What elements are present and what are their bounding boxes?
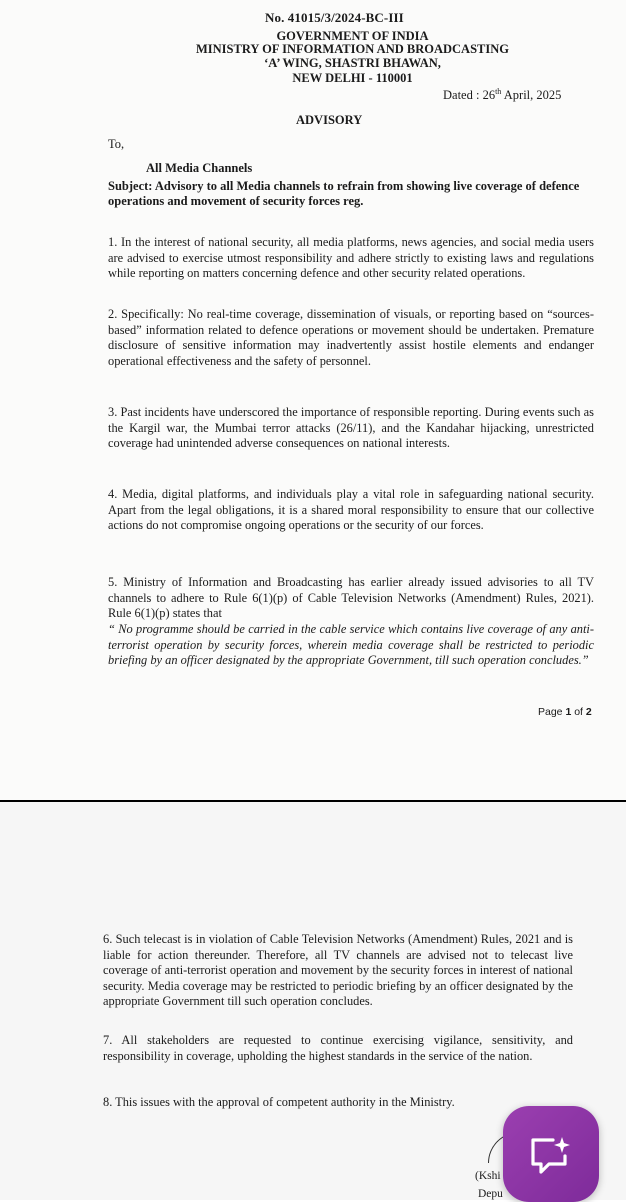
paragraph-3: 3. Past incidents have underscored the importance of responsible reporting. During events such as the Kargil war, the Mumbai terror attacks (26/11), and the Kandahar hijacking, unrestricted coverage had unintended adverse consequences on national interests. (108, 405, 594, 450)
paragraph-8: 8. This issues with the approval of competent authority in the Ministry. (103, 1095, 455, 1109)
reference-number: No. 41015/3/2024-BC-III (265, 10, 404, 25)
paragraph-4: 4. Media, digital platforms, and individuals play a vital role in safeguarding national security. Apart from the legal obligations, it is a shared moral responsibility to ensure that our collective actions do not compromise ongoing operations or the security of our forces. (108, 487, 594, 532)
subject-line: Subject: Advisory to all Media channels to refrain from showing live coverage of defence operations and movement of security forces reg. (108, 179, 580, 208)
paragraph-6: 6. Such telecast is in violation of Cable Television Networks (Amendment) Rules, 2021 and is liable for action thereunder. Therefore, all TV channels are advised not to telecast live coverage of anti-terrorist operation and movement by the security forces in interest of national security. Media coverage may be restricted to periodic briefing by an officer designated by the appropriate Government till such operation concludes. (103, 932, 573, 1008)
ai-chat-sparkle-icon (527, 1134, 575, 1176)
paragraph-2: 2. Specifically: No real-time coverage, dissemination of visuals, or reporting based on “sources-based” information related to defence operations or movement should be undertaken. Premature disclosure of sensitive information may inadvertently assist hostile elements and endanger operational effectiveness and the safety of personnel. (108, 307, 594, 368)
document-title: ADVISORY (296, 113, 363, 127)
date-line: Dated : 26th April, 2025 (443, 87, 562, 103)
signatory-name: (Kshi (475, 1170, 501, 1182)
signatory-designation: Depu (478, 1188, 503, 1200)
addressee: All Media Channels (146, 161, 253, 175)
ai-chat-button[interactable] (503, 1106, 599, 1202)
header-city: NEW DELHI - 110001 (292, 71, 413, 85)
paragraph-1: 1. In the interest of national security, all media platforms, news agencies, and social media users are advised to exercise utmost responsibility and adhere strictly to existing laws and regulations while reporting on matters concerning defence and other security related operations. (108, 235, 594, 280)
header-wing: ‘A’ WING, SHASTRI BHAWAN, (264, 56, 441, 70)
page-number: Page 1 of 2 (538, 706, 592, 718)
header-ministry: MINISTRY OF INFORMATION AND BROADCASTING (195, 42, 509, 56)
paragraph-5: 5. Ministry of Information and Broadcasting has earlier already issued advisories to all TV channels to adhere to Rule 6(1)(p) of Cable Television Networks (Amendment) Rules, 2021). Rule 6(1)(p) states that (108, 575, 594, 620)
to-line: To, (108, 137, 125, 151)
header-government: GOVERNMENT OF INDIA (276, 29, 429, 43)
rule-quote: “ No programme should be carried in the cable service which contains live coverage of any anti-terrorist operation by security forces, wherein media coverage shall be restricted to periodic briefing by an officer designated by the appropriate Government, till such operation concludes.” (108, 622, 594, 667)
paragraph-7: 7. All stakeholders are requested to continue exercising vigilance, sensitivity, and responsibility in coverage, upholding the highest standards in the service of the nation. (103, 1033, 573, 1063)
